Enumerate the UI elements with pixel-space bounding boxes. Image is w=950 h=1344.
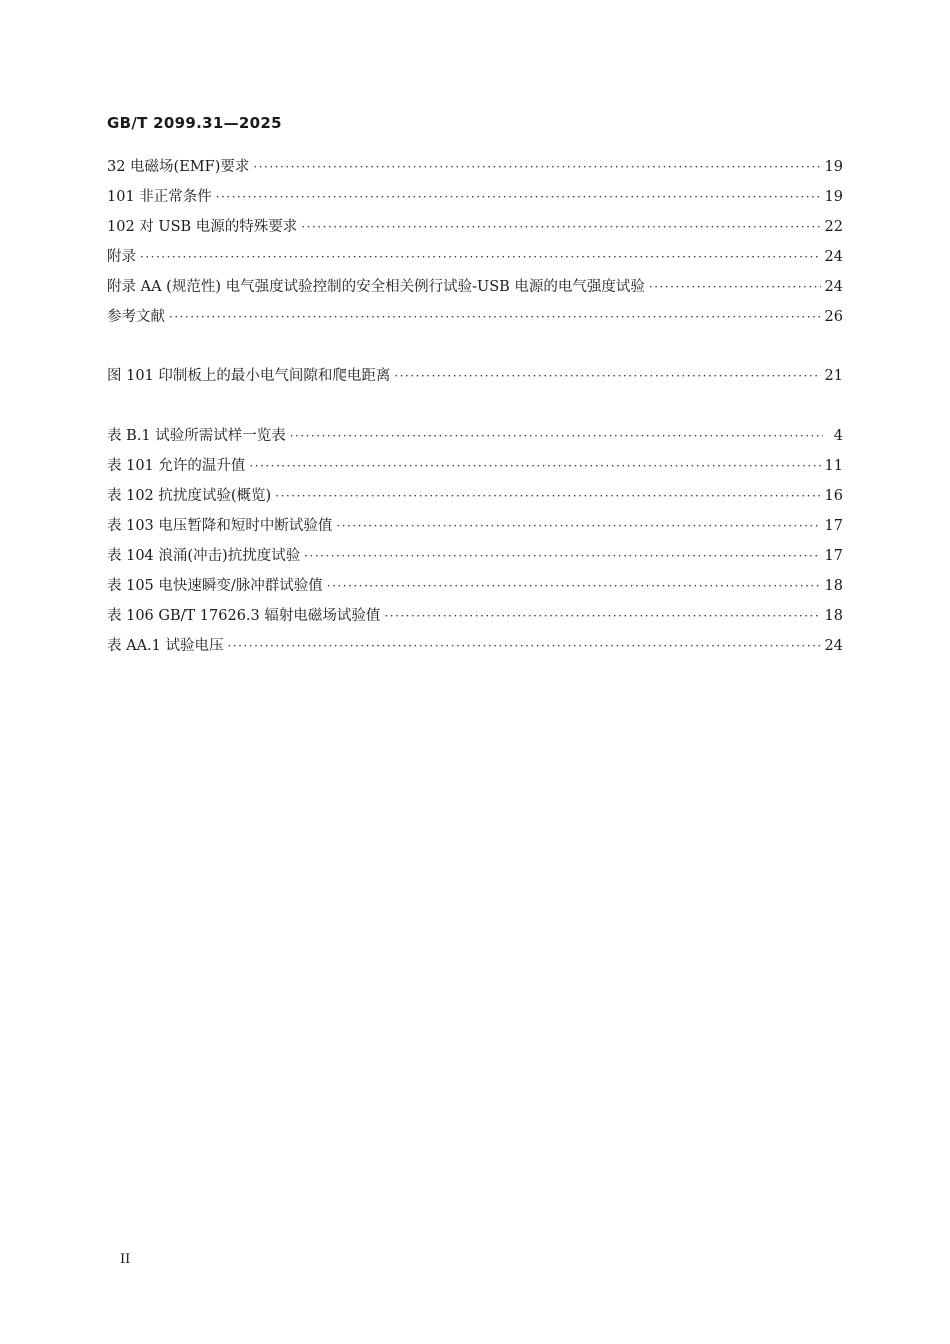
toc-entry-page: 16 <box>824 488 843 504</box>
toc-leader-dots <box>301 220 820 234</box>
toc-leader-dots <box>253 160 820 174</box>
toc-entry-label: 32 电磁场(EMF)要求 <box>107 159 250 175</box>
toc-entry[interactable] <box>107 155 843 185</box>
toc-entry-page: 18 <box>824 578 843 594</box>
toc-entry-label: 表 105 电快速瞬变/脉冲群试验值 <box>107 578 323 594</box>
toc-entry[interactable] <box>107 544 843 574</box>
toc-tables <box>107 424 843 664</box>
toc-entry-page: 17 <box>824 548 843 564</box>
toc-leader-dots <box>649 280 821 294</box>
toc-entry[interactable] <box>107 604 843 634</box>
toc-entry-label: 表 103 电压暂降和短时中断试验值 <box>107 518 333 534</box>
toc-entry[interactable] <box>107 574 843 604</box>
toc-entry-label: 表 101 允许的温升值 <box>107 458 246 474</box>
toc-entry-label: 图 101 印制板上的最小电气间隙和爬电距离 <box>107 368 391 384</box>
toc-entry[interactable] <box>107 305 843 335</box>
toc-entry-page: 24 <box>824 249 843 265</box>
toc-leader-dots <box>394 369 820 383</box>
toc-entry-label: 表 B.1 试验所需试样一览表 <box>107 428 286 444</box>
toc-entry[interactable] <box>107 364 843 394</box>
toc-leader-dots <box>275 489 820 503</box>
toc-entry[interactable] <box>107 484 843 514</box>
toc-entry-label: 附录 <box>107 249 136 265</box>
toc-entry-label: 参考文献 <box>107 309 165 325</box>
toc-leader-dots <box>249 459 820 473</box>
toc-entry-label: 附录 AA (规范性) 电气强度试验控制的安全相关例行试验-USB 电源的电气强度试验 <box>107 279 645 295</box>
toc-entry-page: 22 <box>824 219 843 235</box>
toc-entry[interactable] <box>107 424 843 454</box>
toc-entry[interactable] <box>107 275 843 305</box>
toc-leader-dots <box>140 250 821 264</box>
toc-entry-page: 21 <box>824 368 843 384</box>
toc-entry-page: 17 <box>824 518 843 534</box>
toc-leader-dots <box>216 190 821 204</box>
footer-page-number: II <box>120 1252 131 1267</box>
toc-leader-dots <box>169 310 821 324</box>
toc-entry[interactable] <box>107 245 843 275</box>
toc-figures <box>107 364 843 394</box>
toc-entry-page: 18 <box>824 608 843 624</box>
toc-entry-label: 表 102 抗扰度试验(概览) <box>107 488 272 504</box>
toc-entry-label: 表 104 浪涌(冲击)抗扰度试验 <box>107 548 301 564</box>
toc-entry[interactable] <box>107 454 843 484</box>
toc-entry-page: 24 <box>824 279 843 295</box>
toc-entry-page: 19 <box>824 159 843 175</box>
toc-entry-page: 24 <box>824 638 843 654</box>
toc-entry-label: 102 对 USB 电源的特殊要求 <box>107 219 298 235</box>
toc-leader-dots <box>304 549 820 563</box>
toc-entry[interactable] <box>107 185 843 215</box>
toc-entry[interactable] <box>107 514 843 544</box>
toc-entry-page: 26 <box>824 309 843 325</box>
toc-leader-dots <box>228 639 821 653</box>
toc-entry-page: 4 <box>833 428 843 444</box>
toc-entry-page: 19 <box>824 189 843 205</box>
toc-entry-label: 表 AA.1 试验电压 <box>107 638 224 654</box>
toc-entry[interactable] <box>107 634 843 664</box>
toc-entry-label: 表 106 GB/T 17626.3 辐射电磁场试验值 <box>107 608 381 624</box>
toc-entry-page: 11 <box>824 458 843 474</box>
toc-entry-label: 101 非正常条件 <box>107 189 212 205</box>
toc-entry[interactable] <box>107 215 843 245</box>
toc-leader-dots <box>327 579 821 593</box>
standard-code-header: GB/T 2099.31—2025 <box>107 114 282 132</box>
toc-leader-dots <box>290 429 823 443</box>
toc-leader-dots <box>336 519 820 533</box>
toc-leader-dots <box>384 609 820 623</box>
toc-sections <box>107 155 843 335</box>
